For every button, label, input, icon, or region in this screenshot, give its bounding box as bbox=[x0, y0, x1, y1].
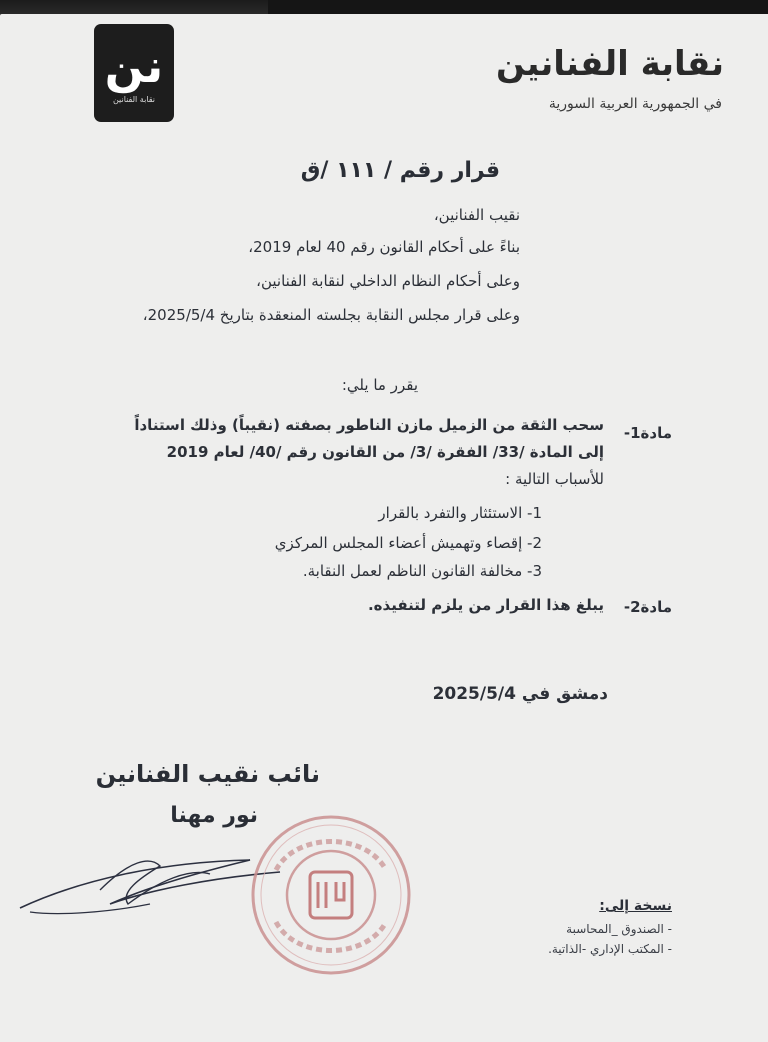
letterhead-title: نقابة الفنانين bbox=[495, 44, 724, 84]
decides-line: يقرر ما يلي: bbox=[341, 376, 418, 394]
copies-label: نسخة إلى: bbox=[599, 898, 672, 914]
decision-heading: قرار رقم / ١١١ /ق bbox=[300, 158, 500, 183]
article-2-text: يبلغ هذا القرار من يلزم لتنفيذه. bbox=[367, 596, 604, 614]
article-1-label: مادة1- bbox=[623, 424, 672, 442]
place-date: دمشق في 2025/5/4 bbox=[432, 684, 608, 704]
preamble-line: وعلى أحكام النظام الداخلي لنقابة الفنانين، bbox=[256, 272, 520, 290]
signatory-title: نائب نقيب الفنانين bbox=[95, 760, 320, 788]
reason-item: 2- إقصاء وتهميش أعضاء المجلس المركزي bbox=[274, 534, 542, 552]
official-seal bbox=[246, 810, 416, 980]
issuer-line: نقيب الفنانين، bbox=[433, 206, 520, 224]
syndicate-logo bbox=[94, 24, 174, 122]
reason-item: 3- مخالفة القانون الناظم لعمل النقابة. bbox=[302, 562, 542, 580]
logo-mark: نن bbox=[104, 38, 164, 93]
letterhead-subtitle: في الجمهورية العربية السورية bbox=[548, 96, 722, 112]
article-1-line: للأسباب التالية : bbox=[505, 470, 604, 488]
preamble-line: بناءً على أحكام القانون رقم 40 لعام 2019، bbox=[248, 238, 520, 256]
copy-recipient: - الصندوق _المحاسبة bbox=[566, 922, 672, 936]
article-1-line: إلى المادة /33/ الفقرة /3/ من القانون رقم /40/ لعام 2019 bbox=[166, 443, 604, 461]
article-1-line: سحب الثقة من الزميل مازن الناطور بصفته (نقيباً) وذلك استناداً bbox=[134, 416, 604, 434]
reason-item: 1- الاستئثار والتفرد بالقرار bbox=[378, 504, 542, 522]
signatory-name: نور مهنا bbox=[170, 803, 258, 828]
preamble-line: وعلى قرار مجلس النقابة بجلسته المنعقدة بتاريخ 2025/5/4، bbox=[142, 306, 520, 324]
copy-recipient: - المكتب الإداري -الذاتية. bbox=[548, 942, 672, 956]
article-2-label: مادة2- bbox=[623, 598, 672, 616]
logo-caption: نقابة الفنانين bbox=[112, 94, 156, 104]
